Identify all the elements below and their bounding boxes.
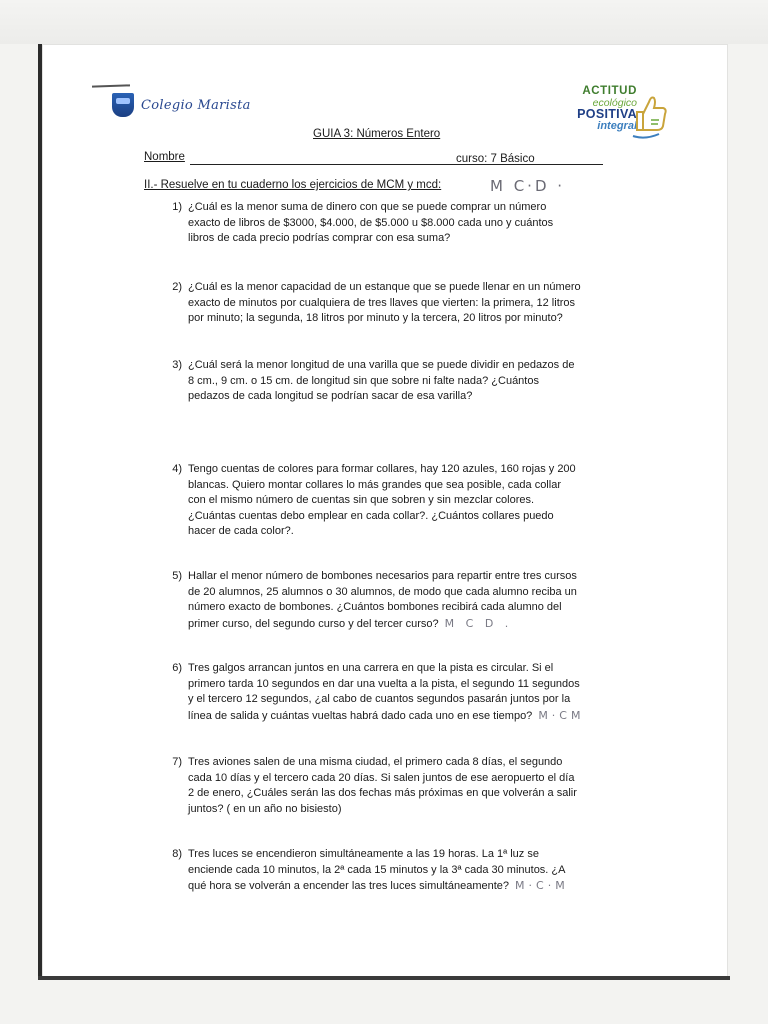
- worksheet-title: GUIA 3: Números Entero: [313, 128, 441, 140]
- problem-line: de 20 alumnos, 25 alumnos o 30 alumnos, de modo que cada alumno reciba un: [188, 585, 577, 598]
- problem-item: [162, 661, 622, 724]
- problem-line: ¿Cuál será la menor longitud de una varilla que se puede dividir en pedazos de: [188, 359, 575, 371]
- section-heading: II.- Resuelve en tu cuaderno los ejercicios de MCM y mcd:: [144, 179, 442, 191]
- problem-number: 4): [172, 463, 182, 475]
- problem-item: [162, 755, 622, 817]
- problem-text: [188, 569, 622, 632]
- problem-number: 6): [172, 662, 182, 674]
- problem-line: número exacto de bombones. ¿Cuántos bombones recibirá cada alumno del: [188, 601, 562, 613]
- problem-line: ¿Cuál es la menor suma de dinero con que se puede comprar un número: [188, 201, 547, 213]
- problem-item: [162, 462, 622, 540]
- problem-line: 2 de enero, ¿Cuáles serán las dos fechas más próximas en que volverán a salir: [188, 787, 577, 799]
- name-row: [144, 151, 612, 167]
- problem-line: exacto de libros de $3000, $4.000, de $5.000 u $8.000 cada uno y cuántos: [188, 216, 554, 229]
- problem-text: [188, 847, 622, 895]
- school-logo: [112, 93, 251, 117]
- problem-line: hacer de cada color?.: [188, 525, 294, 537]
- problem-number: 3): [172, 359, 182, 371]
- problem-line: primero tarda 10 segundos en dar una vuelta a la pista, el segundo 11 segundos: [188, 677, 580, 690]
- thumbs-up-icon: [629, 90, 671, 140]
- problem-line: cada 10 días y el tercero cada 20 días. Si salen juntos de ese aeropuerto el día: [188, 771, 575, 784]
- problem-number: 8): [172, 848, 182, 860]
- problem-text: [188, 280, 622, 327]
- handwritten-annotation: M·CM: [538, 708, 585, 722]
- problem-line: exacto de minutos por cualquiera de tres llaves que vierten: la primera, 12 litros: [188, 296, 576, 309]
- problem-line: línea de salida y cuántas vueltas habrá dado cada uno en ese tiempo? M·CM: [188, 708, 585, 722]
- school-name: Colegio Marista: [141, 97, 251, 113]
- handwritten-note: M C·D ·: [490, 177, 566, 195]
- problem-line: ¿Cuál es la menor capacidad de un estanque que se puede llenar en un número: [188, 281, 581, 293]
- badge-line-1: ACTITUD: [582, 85, 637, 97]
- problem-line: por minuto; la segunda, 18 litros por minuto y la tercera, 20 litros por minuto?: [188, 312, 563, 324]
- badge-line-4: integral: [597, 119, 637, 132]
- background-top: [0, 0, 768, 44]
- problem-item: [162, 280, 622, 327]
- badge-line-2: ecológico: [592, 96, 637, 109]
- problem-item: [162, 200, 622, 247]
- problem-line: Hallar el menor número de bombones necesarios para repartir entre tres cursos: [188, 570, 577, 582]
- problem-line: y el tercero 12 segundos, ¿al cabo de cuantos segundos pasarán juntos por la: [188, 693, 571, 705]
- problem-item: [162, 847, 622, 895]
- page-shadow-left: [38, 44, 42, 978]
- course-label: curso: 7 Básico: [456, 153, 535, 165]
- problem-line: libros de cada precio podrías comprar con esa suma?: [188, 232, 451, 244]
- problem-text: [188, 462, 622, 540]
- page-shadow-bottom: [38, 976, 730, 980]
- badge-line-3: POSITIVA: [577, 107, 637, 121]
- problem-line: 8 cm., 9 cm. o 15 cm. de longitud sin que sobre ni falte nada? ¿Cuántos: [188, 374, 539, 387]
- problem-line: Tres galgos arrancan juntos en una carrera en que la pista es circular. Si el: [188, 662, 554, 674]
- handwritten-annotation: M C D .: [444, 616, 513, 630]
- problem-line: con el mismo número de cuentas sin que sobren y sin mezclar colores.: [188, 494, 535, 506]
- problem-line: primer curso, del segundo curso y del tercer curso? M C D .: [188, 616, 513, 630]
- problem-number: 2): [172, 281, 182, 293]
- problem-number: 1): [172, 201, 182, 213]
- problem-item: [162, 569, 622, 632]
- name-field-line: [190, 164, 603, 165]
- problem-text: [188, 755, 622, 817]
- problem-line: qué hora se volverán a encender las tres luces simultáneamente? M·C·M: [188, 879, 569, 892]
- actitud-positiva-logo: [553, 86, 673, 144]
- problem-line: ¿Cuántas cuentas debo emplear en cada collar?. ¿Cuántos collares puedo: [188, 509, 554, 522]
- problem-line: Tres aviones salen de una misma ciudad, el primero cada 8 días, el segundo: [188, 756, 563, 768]
- problem-number: 7): [172, 756, 182, 768]
- problem-line: pedazos de cada longitud se podrían sacar de esa varilla?: [188, 390, 473, 402]
- problem-number: 5): [172, 570, 182, 582]
- problem-line: juntos? ( en un año no bisiesto): [188, 802, 342, 815]
- problem-line: Tres luces se encendieron simultáneamente a las 19 horas. La 1ª luz se: [188, 848, 539, 860]
- problem-line: Tengo cuentas de colores para formar collares, hay 120 azules, 160 rojas y 200: [188, 463, 576, 475]
- problem-text: [188, 200, 622, 247]
- handwritten-annotation: M·C·M: [515, 879, 569, 892]
- problem-text: [188, 358, 622, 405]
- name-label: Nombre: [144, 151, 185, 163]
- problem-line: enciende cada 10 minutos, la 2ª cada 15 minutos y la 3ª cada 30 minutos. ¿A: [188, 863, 566, 876]
- problem-line: blancas. Quiero montar collares lo más grandes que sea posible, cada collar: [188, 478, 561, 491]
- school-crest-icon: [112, 93, 134, 117]
- problem-text: [188, 661, 622, 724]
- problem-item: [162, 358, 622, 405]
